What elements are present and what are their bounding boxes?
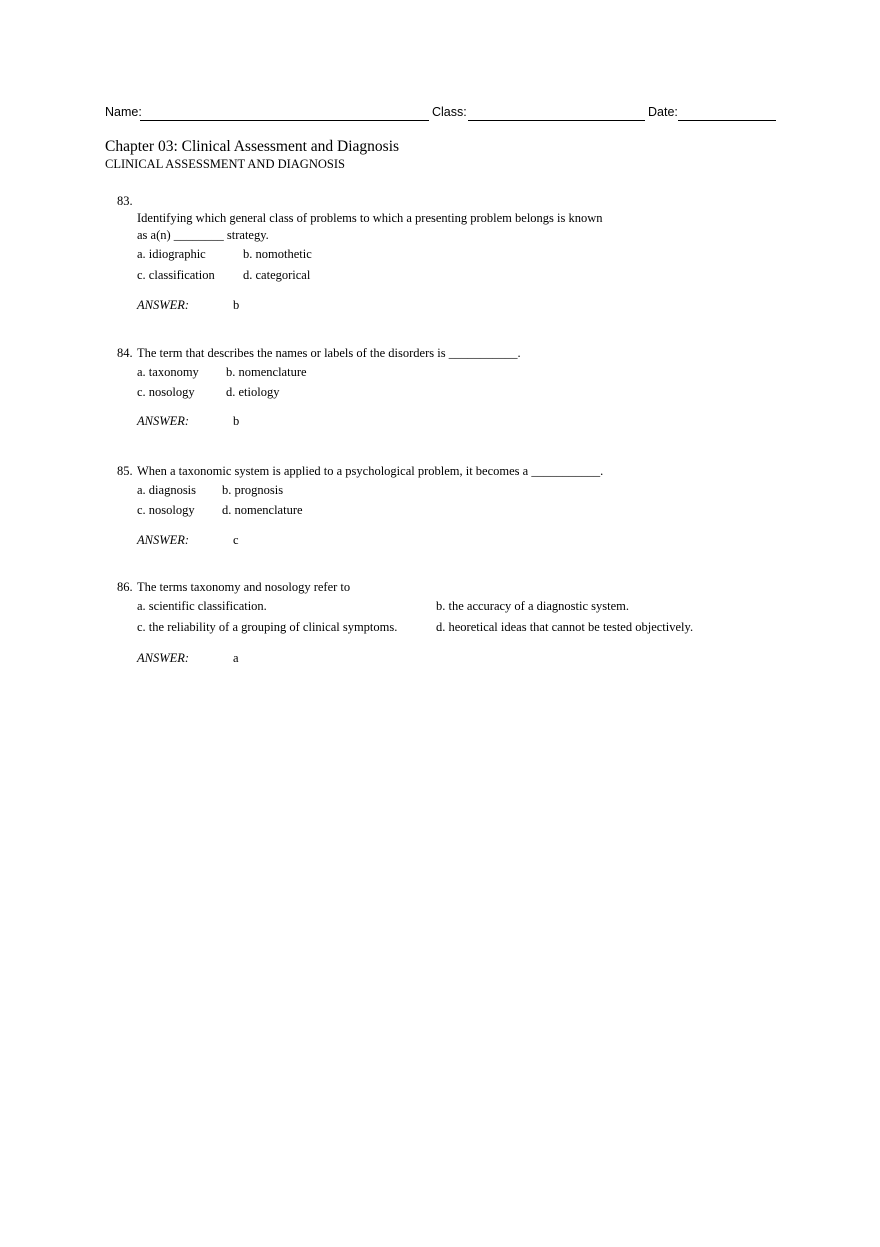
option-c: c. nosology (137, 503, 195, 517)
option-d: d. categorical (243, 268, 311, 282)
class-label: Class: (432, 105, 467, 119)
option-a: a. scientific classification. (137, 599, 267, 613)
option-a: a. taxonomy (137, 365, 199, 379)
option-b: b. nomothetic (243, 247, 312, 261)
option-d: d. heoretical ideas that cannot be tested objectively. (436, 620, 694, 634)
name-field-line[interactable] (140, 120, 429, 121)
question-number: 84. (117, 346, 133, 360)
option-c: c. nosology (137, 385, 195, 399)
date-label: Date: (648, 105, 678, 119)
answer-label: ANSWER: (137, 651, 190, 665)
answer-value: b (233, 414, 240, 428)
question-stem: Identifying which general class of problems to which a presenting problem belongs is known (137, 211, 603, 225)
answer-value: a (233, 651, 239, 665)
name-label: Name: (105, 105, 142, 119)
answer-label: ANSWER: (137, 298, 190, 312)
answer-value: c (233, 533, 239, 547)
option-a: a. diagnosis (137, 483, 197, 497)
chapter-title: Chapter 03: Clinical Assessment and Diagnosis (105, 138, 400, 155)
answer-label: ANSWER: (137, 414, 190, 428)
question-number: 83. (117, 194, 133, 208)
question-number: 86. (117, 580, 133, 594)
question-stem: The terms taxonomy and nosology refer to (137, 580, 351, 594)
answer-label: ANSWER: (137, 533, 190, 547)
option-b: b. nomenclature (226, 365, 307, 379)
option-d: d. etiology (226, 385, 280, 399)
date-field-line[interactable] (678, 120, 776, 121)
question-stem: The term that describes the names or labels of the disorders is ___________. (137, 346, 521, 360)
class-field-line[interactable] (468, 120, 645, 121)
question-stem: When a taxonomic system is applied to a psychological problem, it becomes a ___________. (137, 464, 604, 478)
option-d: d. nomenclature (222, 503, 303, 517)
chapter-subtitle: CLINICAL ASSESSMENT AND DIAGNOSIS (105, 157, 345, 171)
option-c: c. the reliability of a grouping of clinical symptoms. (137, 620, 398, 634)
option-a: a. idiographic (137, 247, 206, 261)
option-b: b. the accuracy of a diagnostic system. (436, 599, 629, 613)
option-b: b. prognosis (222, 483, 284, 497)
option-c: c. classification (137, 268, 215, 282)
question-number: 85. (117, 464, 133, 478)
answer-value: b (233, 298, 240, 312)
question-stem: as a(n) ________ strategy. (137, 228, 269, 242)
